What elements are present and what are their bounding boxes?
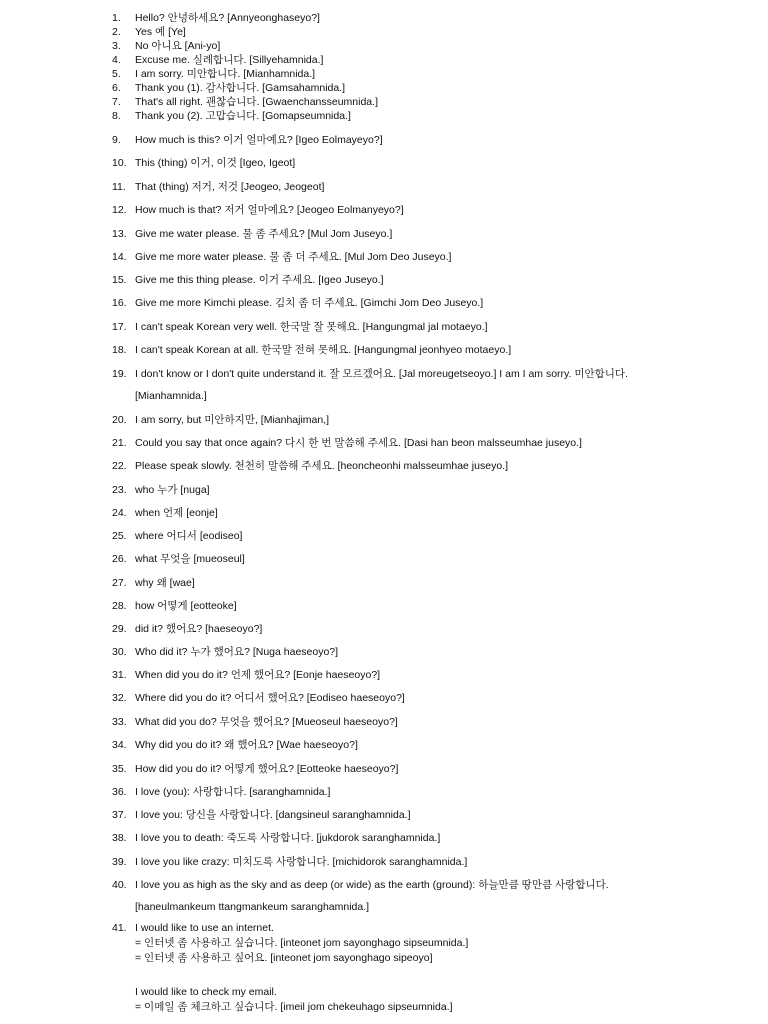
item-number: 35.: [112, 763, 127, 775]
item-text: How much is that? 저거 얼마예요? [Jeogeo Eolmanyeyo?]: [135, 204, 404, 216]
item-number: 10.: [112, 157, 127, 169]
item-number: 13.: [112, 228, 127, 240]
item-text: How did you do it? 어떻게 했어요? [Eotteoke haeseoyo?]: [135, 763, 399, 775]
item-number: 36.: [112, 786, 127, 798]
item-number: 40.: [112, 879, 127, 891]
item-number: 39.: [112, 856, 127, 868]
item-text: What did you do? 무엇을 했어요? [Mueoseul haeseoyo?]: [135, 716, 398, 728]
item-number: 28.: [112, 600, 127, 612]
item-text: Give me water please. 물 좀 주세요? [Mul Jom Juseyo.]: [135, 228, 393, 240]
item-subline-text: = 인터넷 좀 사용하고 싶습니다. [inteonet jom sayonghago sipseumnida.]: [135, 937, 469, 949]
item-text: did it? 했어요? [haeseoyo?]: [135, 623, 263, 635]
item-number: 3.: [112, 40, 121, 52]
item-text: how 어떻게 [eotteoke]: [135, 600, 237, 612]
item-text: Where did you do it? 어디서 했어요? [Eodiseo haeseoyo?]: [135, 692, 405, 704]
item-number: 29.: [112, 623, 127, 635]
item-number: 32.: [112, 692, 127, 704]
item-number: 20.: [112, 414, 127, 426]
item-number: 25.: [112, 530, 127, 542]
item-number: 21.: [112, 437, 127, 449]
item-text: Excuse me. 실례합니다. [Sillyehamnida.]: [135, 54, 324, 66]
item-number: 2.: [112, 26, 121, 38]
item-text: Could you say that once again? 다시 한 번 말씀해 주세요. [Dasi han beon malsseumhae juseyo.]: [135, 437, 582, 449]
item-text: Yes 예 [Ye]: [135, 26, 186, 38]
item-text: I don't know or I don't quite understand it. 잘 모르겠어요. [Jal moreugetseoyo.] I am I am sorry. 미안합니다.: [135, 368, 628, 380]
item-text: I can't speak Korean very well. 한국말 잘 못해요. [Hangungmal jal motaeyo.]: [135, 321, 488, 333]
item-number: 22.: [112, 460, 127, 472]
item-text: I love you to death: 죽도록 사랑합니다. [jukdorok saranghamnida.]: [135, 832, 441, 844]
item-text: This (thing) 이거, 이것 [Igeo, Igeot]: [135, 157, 296, 169]
item-number: 34.: [112, 739, 127, 751]
item-number: 11.: [112, 181, 126, 193]
item-text: I am sorry. 미안합니다. [Mianhamnida.]: [135, 68, 316, 80]
item-number: 27.: [112, 577, 127, 589]
item-number: 17.: [112, 321, 127, 333]
item-number: 1.: [112, 12, 121, 24]
item-text: Please speak slowly. 천천히 말씀해 주세요. [heoncheonhi malsseumhae juseyo.]: [135, 460, 508, 472]
item-subline-text: = 인터넷 좀 사용하고 싶어요. [inteonet jom sayonghago sipeoyo]: [135, 952, 433, 964]
item-text: I can't speak Korean at all. 한국말 전혀 못해요. [Hangungmal jeonhyeo motaeyo.]: [135, 344, 512, 356]
item-text: How much is this? 이거 얼마예요? [Igeo Eolmayeyo?]: [135, 134, 383, 146]
item-number: 37.: [112, 809, 127, 821]
item-number: 19.: [112, 368, 127, 380]
item-text: I love (you): 사랑합니다. [saranghamnida.]: [135, 786, 331, 798]
item-text: I love you like crazy: 미치도록 사랑합니다. [michidorok saranghamnida.]: [135, 856, 468, 868]
item-text: where 어디서 [eodiseo]: [135, 530, 243, 542]
item-number: 33.: [112, 716, 127, 728]
item-text: when 언제 [eonje]: [135, 507, 218, 519]
item-number: 8.: [112, 110, 121, 122]
item-text: Thank you (1). 감사합니다. [Gamsahamnida.]: [135, 82, 346, 94]
item-text: That (thing) 저거, 저것 [Jeogeo, Jeogeot]: [135, 181, 325, 193]
item-text: Who did it? 누가 했어요? [Nuga haeseoyo?]: [135, 646, 339, 658]
item-number: 38.: [112, 832, 127, 844]
item-number: 7.: [112, 96, 121, 108]
item-number: 12.: [112, 204, 127, 216]
item-continuation-text: [Mianhamnida.]: [135, 390, 207, 402]
item-number: 31.: [112, 669, 127, 681]
item-subline-text: I would like to check my email.: [135, 986, 277, 998]
item-text: I am sorry, but 미안하지만, [Mianhajiman,]: [135, 414, 330, 426]
item-number: 4.: [112, 54, 121, 66]
item-text: I would like to use an internet.: [135, 922, 274, 934]
item-number: 16.: [112, 297, 127, 309]
item-subline-text: = 이메일 좀 체크하고 싶습니다. [imeil jom chekeuhago sipseumnida.]: [135, 1001, 453, 1013]
item-number: 18.: [112, 344, 127, 356]
item-continuation-text: [haneulmankeum ttangmankeum saranghamnida.]: [135, 901, 370, 913]
item-number: 6.: [112, 82, 121, 94]
item-text: No 아니요 [Ani-yo]: [135, 40, 221, 52]
item-text: Give me more Kimchi please. 김치 좀 더 주세요. [Gimchi Jom Deo Juseyo.]: [135, 297, 484, 309]
item-number: 30.: [112, 646, 127, 658]
item-number: 5.: [112, 68, 121, 80]
item-number: 14.: [112, 251, 127, 263]
item-text: That's all right. 괜찮습니다. [Gwaenchansseumnida.]: [135, 96, 378, 108]
item-text: I love you as high as the sky and as deep (or wide) as the earth (ground): 하늘만큼 땅만큼 사랑합니다.: [135, 879, 609, 891]
item-text: what 무엇을 [mueoseul]: [135, 553, 245, 565]
item-text: I love you: 당신을 사랑합니다. [dangsineul saranghamnida.]: [135, 809, 411, 821]
item-text: Give me this thing please. 이거 주세요. [Igeo Juseyo.]: [135, 274, 384, 286]
item-text: Give me more water please. 물 좀 더 주세요. [Mul Jom Deo Juseyo.]: [135, 251, 452, 263]
item-number: 9.: [112, 134, 121, 146]
item-text: why 왜 [wae]: [135, 577, 195, 589]
item-number: 26.: [112, 553, 127, 565]
item-text: who 누가 [nuga]: [135, 484, 210, 496]
item-number: 41.: [112, 922, 127, 934]
item-number: 24.: [112, 507, 127, 519]
item-number: 15.: [112, 274, 127, 286]
item-number: 23.: [112, 484, 127, 496]
item-text: Why did you do it? 왜 했어요? [Wae haeseoyo?]: [135, 739, 358, 751]
item-text: When did you do it? 언제 했어요? [Eonje haeseoyo?]: [135, 669, 381, 681]
item-text: Thank you (2). 고맙습니다. [Gomapseumnida.]: [135, 110, 351, 122]
item-text: Hello? 안녕하세요? [Annyeonghaseyo?]: [135, 12, 320, 24]
